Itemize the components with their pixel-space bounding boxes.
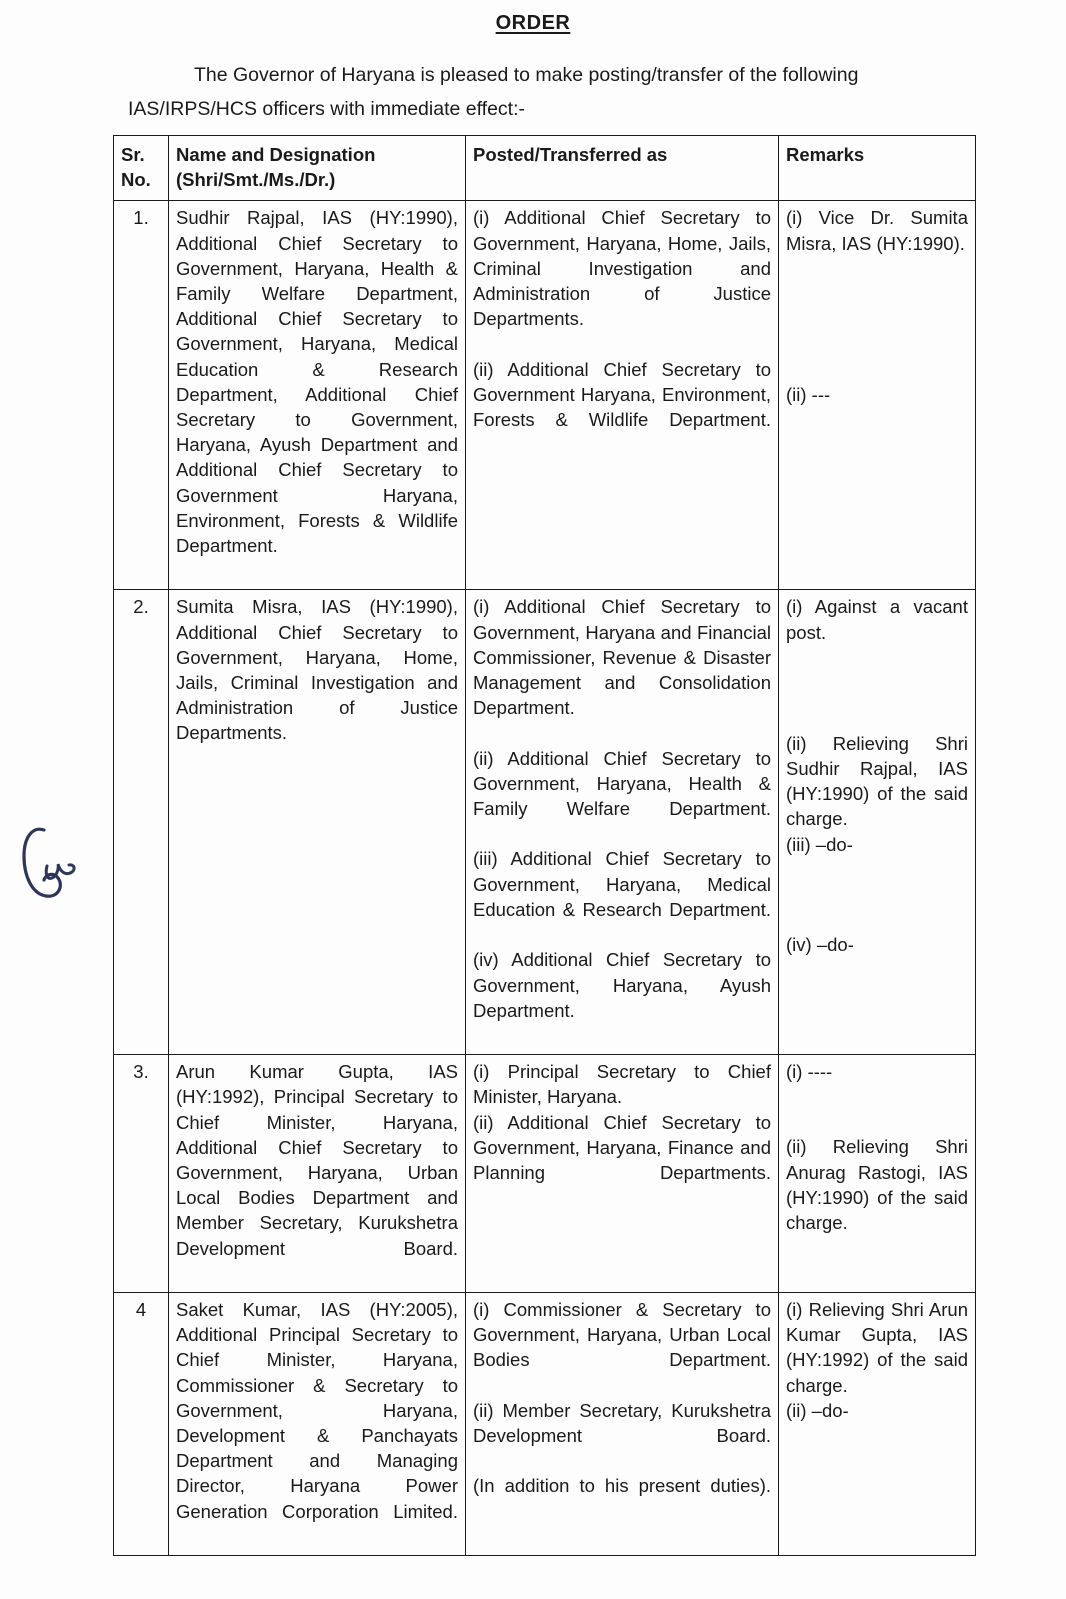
column-header-remarks [779, 136, 976, 201]
cell-name-designation [169, 590, 466, 1055]
page-title [0, 12, 1066, 35]
cell-sr-no: 2. [114, 590, 169, 1055]
signature-icon [14, 812, 90, 908]
remark-item: (ii) –do- [786, 1399, 849, 1421]
posted-header-text: Posted/Transferred as [473, 144, 668, 165]
name-text: Sumita Misra, IAS (HY:1990), Additional Chief Secretary to Government, Haryana, Home, Jails, Criminal Investigation and Administration of Justice Departments. [176, 596, 458, 744]
remark-item: (ii) --- [786, 383, 831, 405]
cell-remarks [779, 590, 976, 1055]
cell-name-designation [169, 1055, 466, 1293]
intro-line-1-text: The Governor of Haryana is pleased to make posting/transfer of the following [194, 64, 859, 86]
remarks-header-text: Remarks [786, 144, 865, 165]
remark-item: (i) Vice Dr. Sumita Misra, IAS (HY:1990). [786, 207, 968, 254]
cell-sr-no: 4 [114, 1292, 169, 1555]
cell-posted-transferred [466, 201, 779, 590]
column-header-name-designation [169, 136, 466, 201]
posting-transfer-table [113, 135, 976, 1556]
posted-item: (ii) Member Secretary, Kurukshetra Development Board. [473, 1399, 771, 1446]
name-header-line-1: Name and Designation [176, 144, 376, 165]
page-title-text: ORDER [495, 12, 571, 34]
name-header-line-2: (Shri/Smt./Ms./Dr.) [176, 169, 336, 191]
posted-item: (iv) Additional Chief Secretary to Government, Haryana, Ayush Department. [473, 949, 771, 1021]
name-text: Sudhir Rajpal, IAS (HY:1990), Additional Chief Secretary to Government, Haryana, Health & Family Welfare Department, Additional Chief Secretary to Government, Haryana, Medical Education & Research Department, Additional Chief Secretary to Government, Haryana, Ayush Department and Additional Chief Secretary to Government Haryana, Environment, Forests & Wildlife Department. [176, 207, 458, 557]
name-text: Saket Kumar, IAS (HY:2005), Additional Principal Secretary to Chief Minister, Haryana, Commissioner & Secretary to Government, Haryana, Development & Panchayats Department and Managing Director, Haryana Power Generation Corporation Limited. [176, 1298, 458, 1522]
name-text: Arun Kumar Gupta, IAS (HY:1992), Principal Secretary to Chief Minister, Haryana, Additional Chief Secretary to Government, Haryana, Urban Local Bodies Department and Member Secretary, Kurukshetra Development Board. [176, 1061, 458, 1259]
remark-item: (i) Relieving Shri Arun Kumar Gupta, IAS (HY:1992) of the said charge. [786, 1298, 968, 1396]
remark-item: (ii) Relieving Shri Anurag Rastogi, IAS (HY:1990) of the said charge. [786, 1136, 968, 1233]
remark-item: (ii) Relieving Shri Sudhir Rajpal, IAS (HY:1990) of the said charge. [786, 732, 968, 830]
cell-sr-no: 3. [114, 1055, 169, 1293]
sr-header-line-2: No. [121, 169, 151, 191]
posted-item: (ii) Additional Chief Secretary to Government Haryana, Environment, Forests & Wildlife Department. [473, 358, 771, 431]
remark-item: (i) Against a vacant post. [786, 596, 968, 643]
table-body [114, 201, 976, 1556]
cell-remarks [779, 1292, 976, 1555]
posted-item: (i) Commissioner & Secretary to Government, Haryana, Urban Local Bodies Department. [473, 1298, 771, 1371]
column-header-posted-transferred [466, 136, 779, 201]
handwritten-signature [14, 812, 90, 908]
sr-header-line-1: Sr. [121, 144, 145, 165]
posted-item: (i) Additional Chief Secretary to Government, Haryana, Home, Jails, Criminal Investigation and Administration of Justice Departments. [473, 207, 771, 330]
intro-line-1 [128, 58, 973, 92]
cell-posted-transferred [466, 590, 779, 1055]
posted-item: (In addition to his present duties). [473, 1475, 771, 1497]
remark-item: (iv) –do- [786, 933, 854, 955]
posted-item: (ii) Additional Chief Secretary to Government, Haryana, Health & Family Welfare Department. [473, 747, 771, 820]
posted-item: (iii) Additional Chief Secretary to Government, Haryana, Medical Education & Research Department. [473, 848, 771, 920]
cell-posted-transferred [466, 1292, 779, 1555]
posted-item: (i) Principal Secretary to Chief Minister, Haryana. [473, 1061, 771, 1108]
cell-name-designation [169, 201, 466, 590]
cell-posted-transferred [466, 1055, 779, 1293]
table-row [114, 1055, 976, 1293]
cell-name-designation [169, 1292, 466, 1555]
table-row [114, 1292, 976, 1555]
remark-item: (iii) –do- [786, 833, 853, 855]
cell-remarks [779, 201, 976, 590]
column-header-sr-no [114, 136, 169, 201]
posted-item: (i) Additional Chief Secretary to Government, Haryana and Financial Commissioner, Revenue & Disaster Management and Consolidation Department. [473, 596, 771, 719]
cell-remarks [779, 1055, 976, 1293]
table-row [114, 590, 976, 1055]
table-header-row [114, 136, 976, 201]
remark-item: (i) ---- [786, 1061, 833, 1083]
cell-sr-no: 1. [114, 201, 169, 590]
intro-paragraph [128, 58, 973, 126]
intro-line-2: IAS/IRPS/HCS officers with immediate effect:- [128, 98, 525, 120]
table-row [114, 201, 976, 590]
posted-item: (ii) Additional Chief Secretary to Government, Haryana, Finance and Planning Departments. [473, 1111, 771, 1183]
table-header [114, 136, 976, 201]
